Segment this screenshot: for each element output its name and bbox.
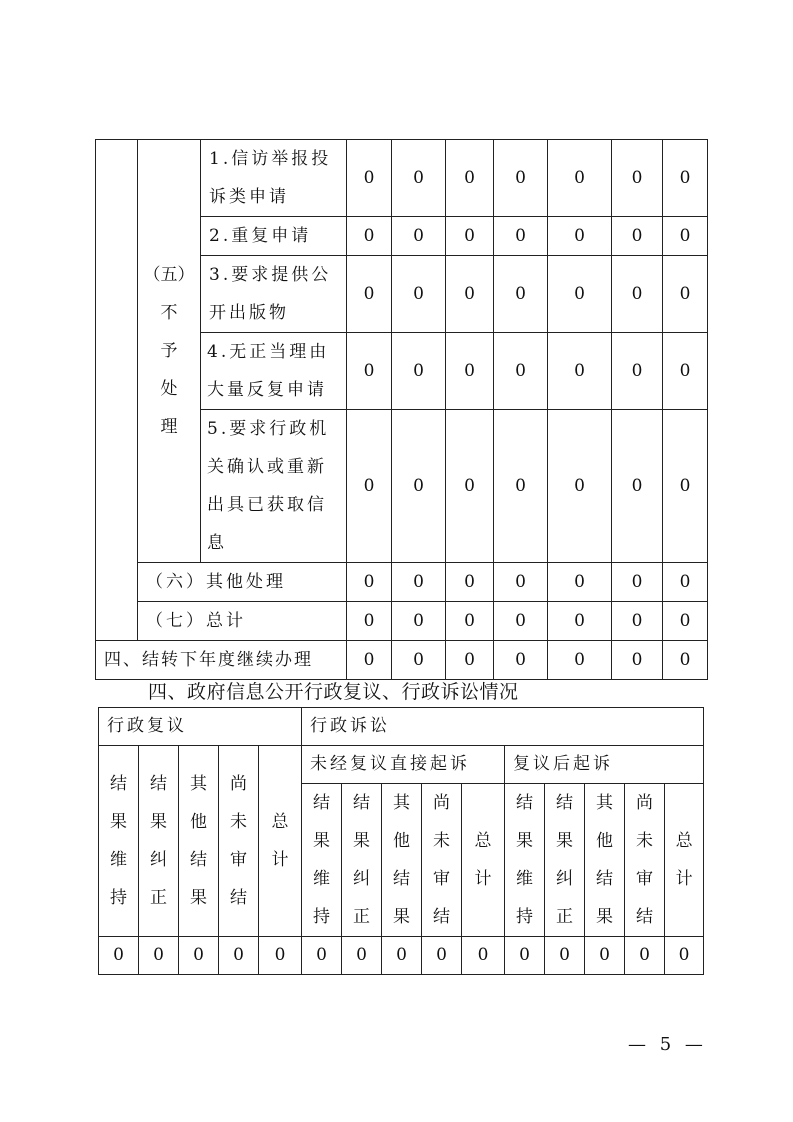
suit-col-header (342, 784, 382, 937)
header-row (99, 708, 704, 746)
col-char: 结 (230, 888, 247, 908)
row-label (201, 410, 347, 563)
value-cell: 0 (494, 563, 548, 602)
value-cell: 0 (392, 256, 446, 333)
suit-col-header (585, 784, 625, 937)
blank-left-cell (96, 140, 138, 641)
col-char: 其 (393, 793, 411, 813)
section-title: 四、政府信息公开行政复议、行政诉讼情况 (148, 681, 519, 703)
value-cell: 0 (347, 563, 392, 602)
suit-col-header (665, 784, 704, 937)
row-label (201, 140, 347, 217)
col-char: 总 (474, 831, 492, 851)
value-cell: 0 (585, 937, 625, 975)
value-cell: 0 (392, 641, 446, 680)
table-row (96, 641, 708, 680)
value-cell: 0 (494, 602, 548, 641)
value-cell: 0 (625, 937, 665, 975)
row-label-line: 开出版物 (209, 303, 289, 323)
value-cell: 0 (494, 256, 548, 333)
col-char: 果 (556, 831, 574, 851)
value-cell: 0 (612, 333, 663, 410)
col-char: 其 (596, 793, 614, 813)
value-cell: 0 (663, 217, 708, 256)
col-char: 纠 (150, 850, 167, 870)
col-char: 结 (313, 793, 331, 813)
value-cell: 0 (548, 333, 612, 410)
value-cell: 0 (347, 256, 392, 333)
header-row (99, 746, 704, 784)
col-char: 结 (596, 869, 614, 889)
value-cell: 0 (612, 256, 663, 333)
value-cell: 0 (545, 937, 585, 975)
col-char: 计 (271, 850, 289, 870)
value-cell: 0 (494, 410, 548, 563)
value-cell: 0 (612, 217, 663, 256)
direct-suit-header: 未经复议直接起诉 (302, 746, 505, 784)
value-cell: 0 (505, 937, 545, 975)
col-char: 尚 (433, 793, 451, 813)
value-cell: 0 (548, 217, 612, 256)
value-cell: 0 (422, 937, 462, 975)
table-row (96, 140, 708, 217)
row-label-line: 关确认或重新 (207, 457, 327, 477)
col-char: 审 (636, 869, 654, 889)
col-char: 结 (433, 907, 451, 927)
review-litigation-table (98, 707, 704, 975)
col-char: 果 (110, 812, 127, 832)
group-label-line: 予 (160, 341, 178, 361)
col-char: 正 (150, 888, 167, 908)
col-char: 他 (393, 831, 411, 851)
value-cell: 0 (259, 937, 302, 975)
value-cell: 0 (548, 140, 612, 217)
col-char: 果 (150, 812, 167, 832)
review-col-header (259, 746, 302, 937)
col-char: 果 (516, 831, 534, 851)
col-char: 正 (556, 907, 574, 927)
carryover-label: 四、结转下年度继续办理 (96, 641, 347, 680)
value-cell: 0 (548, 410, 612, 563)
value-cell: 0 (663, 641, 708, 680)
value-cell: 0 (612, 410, 663, 563)
suit-col-header (462, 784, 505, 937)
row-label-line: 大量反复申请 (207, 380, 327, 400)
value-cell: 0 (446, 563, 494, 602)
value-cell: 0 (663, 602, 708, 641)
col-char: 果 (393, 907, 411, 927)
col-char: 结 (393, 869, 411, 889)
value-cell: 0 (548, 256, 612, 333)
review-col-header (179, 746, 219, 937)
group-label-line: （五） (143, 265, 195, 285)
value-cell: 0 (347, 602, 392, 641)
col-char: 未 (230, 812, 247, 832)
col-char: 果 (190, 888, 207, 908)
after-review-suit-header: 复议后起诉 (505, 746, 704, 784)
col-char: 果 (596, 907, 614, 927)
application-processing-table (95, 139, 708, 680)
col-char: 持 (110, 888, 127, 908)
col-char: 计 (675, 869, 693, 889)
value-cell: 0 (139, 937, 179, 975)
value-cell: 0 (179, 937, 219, 975)
value-cell: 0 (347, 333, 392, 410)
value-cell: 0 (347, 140, 392, 217)
value-cell: 0 (494, 641, 548, 680)
value-cell: 0 (665, 937, 704, 975)
suit-col-header (505, 784, 545, 937)
col-char: 审 (230, 850, 247, 870)
row-label-line: 1.信访举报投 (209, 149, 332, 169)
value-cell: 0 (347, 410, 392, 563)
value-cell: 0 (462, 937, 505, 975)
col-char: 其 (190, 774, 207, 794)
value-cell: 0 (392, 563, 446, 602)
value-cell: 0 (219, 937, 259, 975)
page-number: — 5 — (628, 1034, 707, 1055)
col-char: 结 (556, 793, 574, 813)
value-cell: 0 (347, 641, 392, 680)
value-cell: 0 (446, 333, 494, 410)
col-char: 正 (353, 907, 371, 927)
value-cell: 0 (612, 563, 663, 602)
value-cell: 0 (548, 602, 612, 641)
value-cell: 0 (446, 217, 494, 256)
other-handling-label: （六）其他处理 (138, 563, 347, 602)
admin-litigation-header: 行政诉讼 (302, 708, 704, 746)
value-cell: 0 (392, 333, 446, 410)
col-char: 果 (313, 831, 331, 851)
value-cell: 0 (392, 217, 446, 256)
value-cell: 0 (548, 563, 612, 602)
value-cell: 0 (663, 256, 708, 333)
col-char: 维 (313, 869, 331, 889)
suit-col-header (545, 784, 585, 937)
col-char: 结 (190, 850, 207, 870)
value-cell: 0 (347, 217, 392, 256)
col-char: 审 (433, 869, 451, 889)
value-cell: 0 (663, 410, 708, 563)
value-cell: 0 (494, 140, 548, 217)
col-char: 持 (313, 907, 331, 927)
value-cell: 0 (494, 217, 548, 256)
value-cell: 0 (494, 333, 548, 410)
row-label-line: 息 (207, 533, 227, 553)
value-cell: 0 (446, 602, 494, 641)
value-cell: 0 (612, 602, 663, 641)
group-label-line: 不 (160, 303, 178, 323)
value-cell: 0 (342, 937, 382, 975)
row-label-line: 4.无正当理由 (207, 342, 330, 362)
value-cell: 0 (302, 937, 342, 975)
value-cell: 0 (392, 140, 446, 217)
review-col-header (219, 746, 259, 937)
value-cell: 0 (663, 140, 708, 217)
review-col-header (139, 746, 179, 937)
group-label-line: 处 (160, 379, 178, 399)
row-label (201, 256, 347, 333)
total-label: （七）总计 (138, 602, 347, 641)
value-cell: 0 (663, 333, 708, 410)
admin-review-header: 行政复议 (99, 708, 302, 746)
table-row (96, 563, 708, 602)
col-char: 他 (596, 831, 614, 851)
value-cell: 0 (612, 641, 663, 680)
value-cell: 0 (392, 602, 446, 641)
row-label-line: 5.要求行政机 (207, 419, 330, 439)
col-char: 纠 (353, 869, 371, 889)
col-char: 未 (433, 831, 451, 851)
row-label-line: 诉类申请 (209, 187, 289, 207)
row-label-line: 出具已获取信 (207, 495, 327, 515)
col-char: 结 (516, 793, 534, 813)
suit-col-header (625, 784, 665, 937)
col-char: 维 (110, 850, 127, 870)
row-label (201, 333, 347, 410)
col-char: 结 (110, 774, 127, 794)
row-label (201, 217, 347, 256)
row-label-line: 2.重复申请 (209, 226, 312, 246)
row-label-line: 3.要求提供公 (209, 265, 332, 285)
value-cell: 0 (446, 140, 494, 217)
table-row (96, 602, 708, 641)
group-label-cell (138, 140, 201, 563)
value-cell: 0 (446, 641, 494, 680)
value-cell: 0 (663, 563, 708, 602)
col-char: 结 (353, 793, 371, 813)
col-char: 总 (675, 831, 693, 851)
review-col-header (99, 746, 139, 937)
col-char: 尚 (230, 774, 247, 794)
values-row (99, 937, 704, 975)
value-cell: 0 (392, 410, 446, 563)
col-char: 他 (190, 812, 207, 832)
value-cell: 0 (99, 937, 139, 975)
value-cell: 0 (446, 256, 494, 333)
value-cell: 0 (382, 937, 422, 975)
value-cell: 0 (548, 641, 612, 680)
suit-col-header (382, 784, 422, 937)
col-char: 总 (271, 812, 289, 832)
suit-col-header (422, 784, 462, 937)
group-label-line: 理 (160, 417, 178, 437)
col-char: 纠 (556, 869, 574, 889)
suit-col-header (302, 784, 342, 937)
col-char: 尚 (636, 793, 654, 813)
col-char: 未 (636, 831, 654, 851)
col-char: 持 (516, 907, 534, 927)
col-char: 果 (353, 831, 371, 851)
col-char: 维 (516, 869, 534, 889)
col-char: 结 (150, 774, 167, 794)
col-char: 计 (474, 869, 492, 889)
value-cell: 0 (446, 410, 494, 563)
value-cell: 0 (612, 140, 663, 217)
col-char: 结 (636, 907, 654, 927)
